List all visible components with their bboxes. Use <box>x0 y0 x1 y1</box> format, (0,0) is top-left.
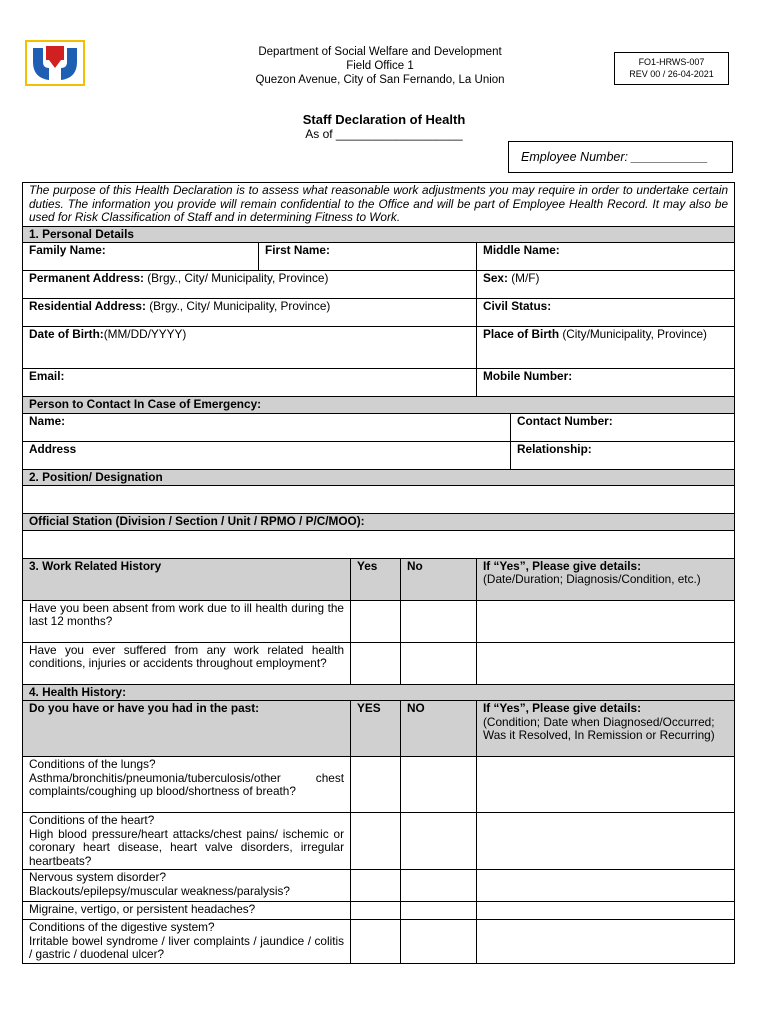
work-details-header <box>477 558 735 600</box>
section-personal-details: 1. Personal Details <box>23 226 735 243</box>
first-name-field[interactable]: First Name: <box>259 243 477 271</box>
health-declaration-form <box>22 182 735 964</box>
residential-address-field[interactable] <box>23 299 477 327</box>
migraine-details-cell[interactable] <box>477 902 735 920</box>
org-name: Department of Social Welfare and Development <box>258 46 502 58</box>
health-no-header: NO <box>401 701 477 757</box>
office-header <box>200 45 560 87</box>
permanent-address-hint: (Brgy., City/ Municipality, Province) <box>143 271 329 285</box>
heart-description: High blood pressure/heart attacks/chest pains/ ischemic or coronary heart disease, heart valve disorders, irregular heartbeats? <box>29 826 344 868</box>
section-position: 2. Position/ Designation <box>23 469 735 486</box>
residential-address-hint: (Brgy., City/ Municipality, Province) <box>145 299 331 313</box>
work-absence-details-cell[interactable] <box>477 600 735 642</box>
nervous-description: Blackouts/epilepsy/muscular weakness/paralysis? <box>29 883 290 898</box>
work-injuries-details-cell[interactable] <box>477 642 735 684</box>
section-emergency-contact: Person to Contact In Case of Emergency: <box>23 397 735 414</box>
document-code: FO1-HRWS-007 <box>638 57 705 67</box>
intro-paragraph: The purpose of this Health Declaration is to assess what reasonable work adjustments you may require in order to undertake certain duties. The information you provide will remain confidential to the Office and will be part of Employee Health Record. It may also be used for Risk Classification of Staff and in determining Fitness to Work. <box>23 183 735 227</box>
health-question-nervous <box>23 870 351 902</box>
section-official-station: Official Station (Division / Section / Unit / RPMO / P/C/MOO): <box>23 514 735 531</box>
lungs-description: Asthma/bronchitis/pneumonia/tuberculosis/other chest complaints/coughing up blood/shortness of breath? <box>29 770 344 798</box>
sex-label: Sex: <box>483 271 508 285</box>
date-of-birth-field[interactable] <box>23 327 477 369</box>
as-of-field[interactable]: As of ___________________ <box>305 127 463 141</box>
place-of-birth-label: Place of Birth <box>483 327 560 341</box>
nervous-yes-cell[interactable] <box>351 870 401 902</box>
digestive-title: Conditions of the digestive system? <box>29 920 215 934</box>
lungs-details-cell[interactable] <box>477 757 735 813</box>
heart-yes-cell[interactable] <box>351 813 401 870</box>
sex-field[interactable] <box>477 271 735 299</box>
permanent-address-field[interactable] <box>23 271 477 299</box>
work-absence-no-cell[interactable] <box>401 600 477 642</box>
heart-title: Conditions of the heart? <box>29 813 155 827</box>
civil-status-field[interactable]: Civil Status: <box>477 299 735 327</box>
employee-number-field[interactable]: Employee Number: ___________ <box>508 141 733 173</box>
migraine-no-cell[interactable] <box>401 902 477 920</box>
position-designation-input[interactable] <box>23 486 735 514</box>
health-question-migraine: Migraine, vertigo, or persistent headaches? <box>23 902 351 920</box>
emergency-address-field[interactable]: Address <box>23 441 511 469</box>
emergency-name-field[interactable]: Name: <box>23 413 511 441</box>
digestive-no-cell[interactable] <box>401 920 477 964</box>
health-question-lungs <box>23 757 351 813</box>
permanent-address-label: Permanent Address: <box>29 271 144 285</box>
section-work-history: 3. Work Related History <box>23 558 351 600</box>
lungs-title: Conditions of the lungs? <box>29 757 156 771</box>
health-yes-header: YES <box>351 701 401 757</box>
health-details-label: If “Yes”, Please give details: <box>483 701 642 715</box>
emergency-relationship-field[interactable]: Relationship: <box>511 441 735 469</box>
work-question-absence: Have you been absent from work due to ill health during the last 12 months? <box>23 600 351 642</box>
lungs-no-cell[interactable] <box>401 757 477 813</box>
health-question-heart <box>23 813 351 870</box>
revision-date: REV 00 / 26-04-2021 <box>629 69 714 79</box>
nervous-no-cell[interactable] <box>401 870 477 902</box>
work-details-hint: (Date/Duration; Diagnosis/Condition, etc.) <box>483 572 701 586</box>
digestive-description: Irritable bowel syndrome / liver complaints / jaundice / colitis / gastric / duodenal ulcer? <box>29 933 344 961</box>
emergency-contact-number-field[interactable]: Contact Number: <box>511 413 735 441</box>
work-question-injuries: Have you ever suffered from any work related health conditions, injuries or accidents throughout employment? <box>23 642 351 684</box>
place-of-birth-hint: (City/Municipality, Province) <box>559 327 707 341</box>
document-code-box <box>614 52 729 85</box>
work-details-label: If “Yes”, Please give details: <box>483 558 642 573</box>
dswd-logo <box>25 40 85 86</box>
health-details-hint: (Condition; Date when Diagnosed/Occurred; Was it Resolved, In Remission or Recurring) <box>483 714 715 742</box>
work-no-header: No <box>401 558 477 600</box>
page-title: Staff Declaration of Health <box>302 112 466 127</box>
work-injuries-no-cell[interactable] <box>401 642 477 684</box>
field-office: Field Office 1 <box>346 60 414 72</box>
nervous-details-cell[interactable] <box>477 870 735 902</box>
lungs-yes-cell[interactable] <box>351 757 401 813</box>
office-address: Quezon Avenue, City of San Fernando, La Union <box>255 74 505 86</box>
date-of-birth-hint: (MM/DD/YYYY) <box>103 327 187 341</box>
digestive-details-cell[interactable] <box>477 920 735 964</box>
nervous-title: Nervous system disorder? <box>29 870 167 884</box>
official-station-input[interactable] <box>23 530 735 558</box>
digestive-yes-cell[interactable] <box>351 920 401 964</box>
mobile-number-field[interactable]: Mobile Number: <box>477 369 735 397</box>
dswd-logo-icon <box>27 42 83 84</box>
date-of-birth-label: Date of Birth: <box>29 327 104 341</box>
email-field[interactable]: Email: <box>23 369 477 397</box>
middle-name-field[interactable]: Middle Name: <box>477 243 735 271</box>
family-name-field[interactable]: Family Name: <box>23 243 259 271</box>
work-yes-header: Yes <box>351 558 401 600</box>
heart-no-cell[interactable] <box>401 813 477 870</box>
place-of-birth-field[interactable] <box>477 327 735 369</box>
work-injuries-yes-cell[interactable] <box>351 642 401 684</box>
health-question-digestive <box>23 920 351 964</box>
sex-hint: (M/F) <box>507 271 540 285</box>
migraine-yes-cell[interactable] <box>351 902 401 920</box>
work-absence-yes-cell[interactable] <box>351 600 401 642</box>
heart-details-cell[interactable] <box>477 813 735 870</box>
health-question-header: Do you have or have you had in the past: <box>23 701 351 757</box>
health-details-header <box>477 701 735 757</box>
section-health-history: 4. Health History: <box>23 684 735 701</box>
residential-address-label: Residential Address: <box>29 299 146 313</box>
